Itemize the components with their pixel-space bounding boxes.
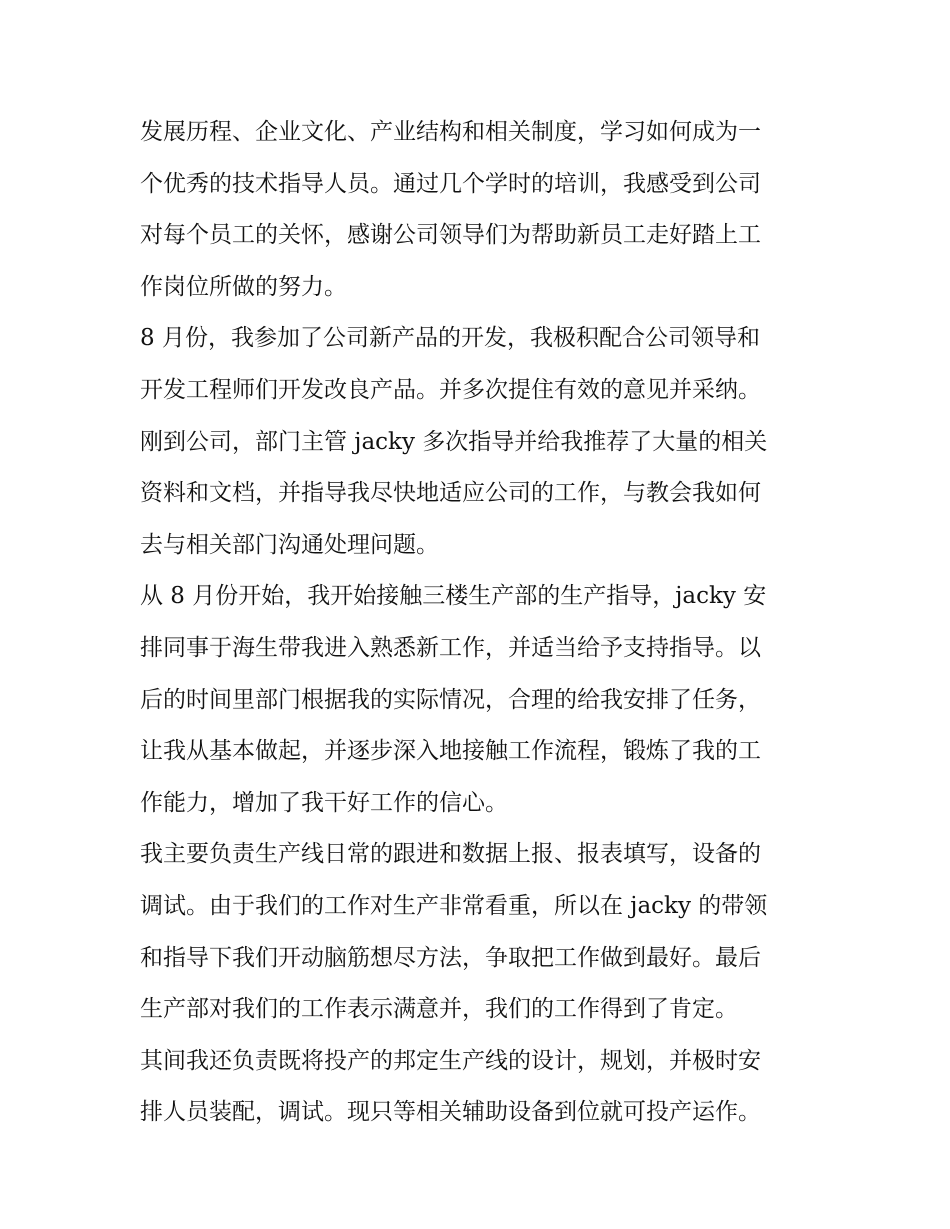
- text-line: 刚到公司，部门主管 jacky 多次指导并给我推荐了大量的相关: [140, 428, 768, 455]
- text-line: 8 月份，我参加了公司新产品的开发，我极积配合公司领导和: [140, 325, 760, 352]
- text-line: 从 8 月份开始，我开始接触三楼生产部的生产指导，jacky 安: [140, 583, 767, 610]
- text-line: 我主要负责生产线日常的跟进和数据上报、报表填写，设备的: [140, 841, 761, 868]
- document-body: [140, 107, 830, 1139]
- text-line: 作能力，增加了我干好工作的信心。: [140, 789, 508, 816]
- text-line: 让我从基本做起，并逐步深入地接触工作流程，锻炼了我的工: [140, 738, 761, 765]
- text-line: 和指导下我们开动脑筋想尽方法，争取把工作做到最好。最后: [140, 944, 761, 971]
- text-line: 其间我还负责既将投产的邦定生产线的设计，规划，并极时安: [140, 1047, 761, 1074]
- text-line: 排同事于海生带我进入熟悉新工作，并适当给予支持指导。以: [140, 634, 761, 661]
- text-line: 生产部对我们的工作表示满意并，我们的工作得到了肯定。: [140, 996, 738, 1023]
- text-line: 后的时间里部门根据我的实际情况，合理的给我安排了任务，: [140, 686, 761, 713]
- text-line: 资料和文档，并指导我尽快地适应公司的工作，与教会我如何: [140, 480, 761, 507]
- text-line: 调试。由于我们的工作对生产非常看重，所以在 jacky 的带领: [140, 892, 768, 919]
- text-line: 个优秀的技术指导人员。通过几个学时的培训，我感受到公司: [140, 170, 761, 197]
- text-line: 排人员装配，调试。现只等相关辅助设备到位就可投产运作。: [140, 1099, 761, 1126]
- text-line: 作岗位所做的努力。: [140, 273, 347, 300]
- text-line: 对每个员工的关怀，感谢公司领导们为帮助新员工走好踏上工: [140, 222, 761, 249]
- text-line: 开发工程师们开发改良产品。并多次提住有效的意见并采纳。: [140, 376, 761, 403]
- text-line: 去与相关部门沟通处理问题。: [140, 531, 439, 558]
- text-line: 发展历程、企业文化、产业结构和相关制度，学习如何成为一: [140, 119, 761, 145]
